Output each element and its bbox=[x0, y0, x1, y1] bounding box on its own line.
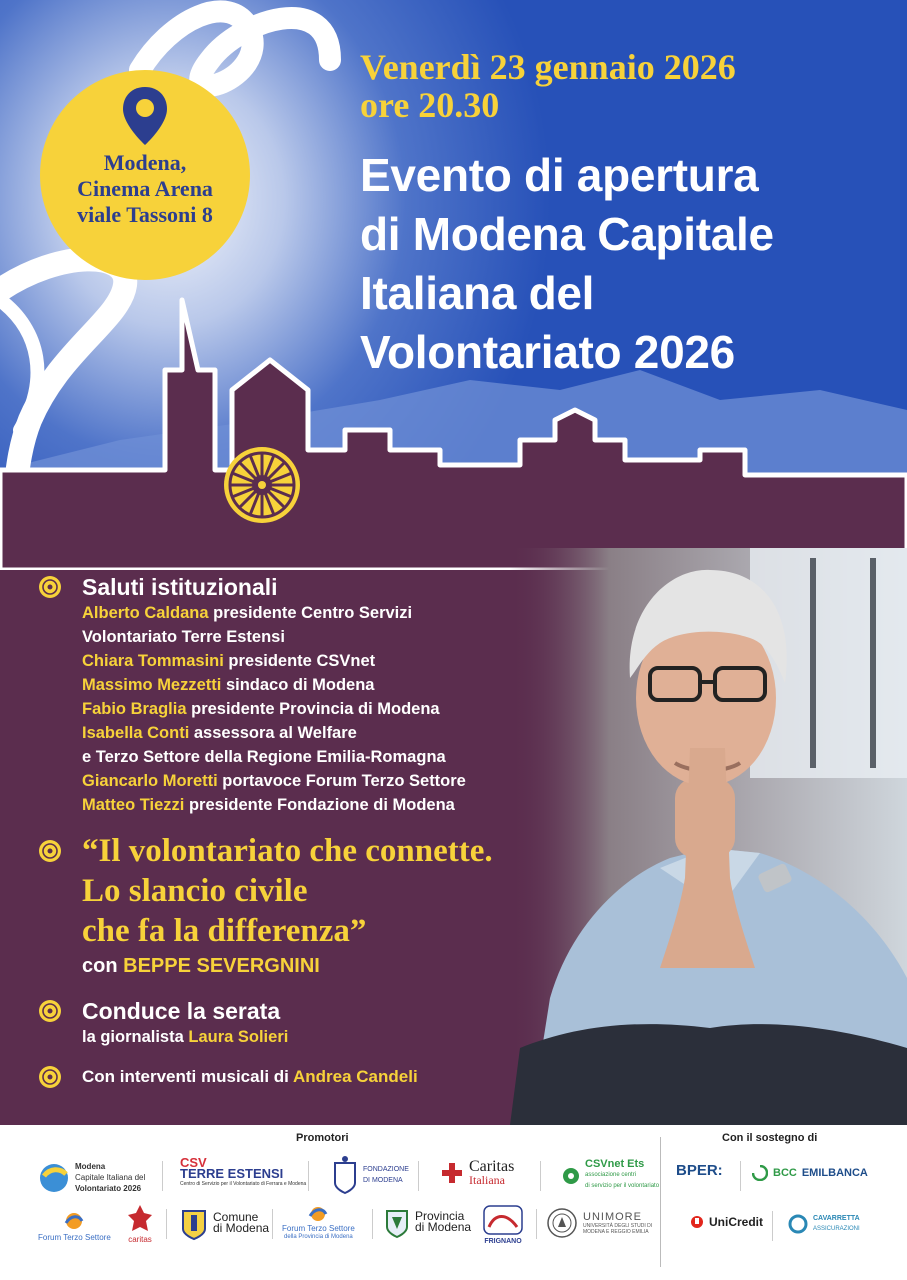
logo-text: TERRE ESTENSI bbox=[180, 1166, 284, 1181]
promoters-label: Promotori bbox=[296, 1132, 349, 1144]
speaker-role: e Terzo Settore della Regione Emilia-Romagna bbox=[82, 748, 446, 766]
title-line: di Modena Capitale bbox=[360, 208, 774, 260]
logo-text: Forum Terzo Settore bbox=[38, 1233, 111, 1242]
music-prefix: Con interventi musicali di bbox=[82, 1067, 293, 1086]
logo-separator bbox=[162, 1161, 163, 1191]
title-line: Volontariato 2026 bbox=[360, 326, 735, 378]
speaker-role: presidente CSVnet bbox=[223, 652, 376, 670]
logo-separator bbox=[372, 1209, 373, 1239]
logo-caritas-diocesana bbox=[126, 1203, 154, 1245]
logo-text: CAVARRETTA bbox=[813, 1215, 860, 1222]
talk-speaker-name: BEPPE SEVERGNINI bbox=[123, 955, 320, 977]
logo-forum-provinciale bbox=[282, 1205, 355, 1241]
logo-provincia-modena bbox=[384, 1205, 471, 1239]
event-title bbox=[360, 146, 774, 382]
speaker-name: Massimo Mezzetti bbox=[82, 676, 222, 694]
logo-text: FONDAZIONE bbox=[363, 1166, 409, 1173]
section-saluti bbox=[38, 573, 598, 817]
speaker-line bbox=[82, 649, 598, 673]
logo-csv-terre-estensi bbox=[180, 1157, 306, 1190]
logo-fondazione-modena bbox=[332, 1155, 409, 1195]
host-line bbox=[82, 1025, 598, 1049]
forum-logo-icon bbox=[63, 1211, 85, 1231]
logo-text: ASSICURAZIONI bbox=[813, 1226, 860, 1232]
cavarretta-logo-icon bbox=[788, 1214, 808, 1234]
logo-text: della Provincia di Modena bbox=[284, 1234, 353, 1240]
capitale-logo-icon bbox=[38, 1162, 70, 1194]
speaker-role: sindaco di Modena bbox=[221, 676, 375, 694]
speaker-role: Volontariato Terre Estensi bbox=[82, 628, 285, 646]
section-talk bbox=[38, 831, 598, 981]
rose-window bbox=[224, 447, 300, 523]
logo-bper bbox=[676, 1162, 723, 1179]
location-venue: Cinema Arena bbox=[77, 176, 213, 201]
logo-text: di Modena bbox=[213, 1221, 270, 1235]
section-title: Saluti istituzionali bbox=[82, 574, 278, 600]
logo-bcc-emilbanca bbox=[752, 1165, 868, 1181]
logo-text: Capitale Italiana del bbox=[75, 1173, 146, 1182]
speaker-role: presidente Provincia di Modena bbox=[186, 700, 440, 718]
logo-caritas-italiana bbox=[440, 1159, 514, 1186]
speaker-line bbox=[82, 673, 598, 697]
logo-unimore bbox=[546, 1207, 652, 1239]
location-city: Modena, bbox=[103, 150, 187, 175]
logo-text: Modena bbox=[75, 1162, 106, 1171]
rose-bullet-icon bbox=[38, 839, 62, 863]
talk-title bbox=[82, 831, 598, 951]
logo-unicredit bbox=[690, 1215, 763, 1229]
logo-text: BPER: bbox=[676, 1162, 723, 1179]
title-line: Italiana del bbox=[360, 267, 595, 319]
logo-text: UniCredit bbox=[709, 1214, 763, 1229]
speaker-name: Matteo Tiezzi bbox=[82, 796, 185, 814]
event-day: Venerdì 23 gennaio 2026 bbox=[360, 47, 736, 87]
unicredit-logo-icon bbox=[690, 1215, 704, 1229]
logo-separator bbox=[740, 1161, 741, 1191]
event-date bbox=[360, 48, 736, 124]
logo-text: CSV bbox=[180, 1155, 207, 1170]
logo-separator bbox=[308, 1161, 309, 1191]
caritas-diocesana-icon bbox=[126, 1203, 154, 1233]
speaker-line bbox=[82, 625, 598, 649]
frignano-logo-icon bbox=[483, 1205, 523, 1235]
logo-text: Provincia bbox=[415, 1209, 465, 1223]
logo-text: BCC bbox=[773, 1166, 797, 1179]
host-title: Conduce la serata bbox=[82, 998, 281, 1024]
logo-cavarretta bbox=[788, 1213, 860, 1235]
logo-text: associazione centri bbox=[585, 1172, 637, 1178]
footer-divider bbox=[660, 1137, 661, 1267]
location-badge bbox=[40, 70, 250, 280]
logo-text: MODENA E REGGIO EMILIA bbox=[583, 1228, 649, 1235]
section-host bbox=[38, 997, 598, 1049]
fondazione-crest-icon bbox=[332, 1155, 358, 1195]
map-pin-icon bbox=[120, 85, 170, 147]
logo-text: Italiana bbox=[469, 1173, 505, 1187]
section-music bbox=[38, 1065, 598, 1089]
logo-text: di Modena bbox=[415, 1220, 472, 1234]
speaker-name: Fabio Braglia bbox=[82, 700, 187, 718]
unimore-seal-icon bbox=[546, 1207, 578, 1239]
logo-separator bbox=[272, 1209, 273, 1239]
logo-text: Centro di Servizio per il Volontariato di Ferrara e Modena bbox=[180, 1181, 307, 1187]
logo-text: di servizio per il volontariato bbox=[585, 1183, 660, 1189]
speaker-role: presidente Centro Servizi bbox=[208, 604, 413, 622]
logo-capitale-volontariato bbox=[38, 1161, 145, 1194]
host-prefix: la giornalista bbox=[82, 1028, 189, 1046]
speaker-line bbox=[82, 721, 598, 745]
logo-text: Comune bbox=[213, 1210, 259, 1224]
logo-separator bbox=[166, 1209, 167, 1239]
logo-text: CSVnet Ets bbox=[585, 1158, 645, 1170]
logo-separator bbox=[418, 1161, 419, 1191]
rose-bullet-icon bbox=[38, 575, 62, 599]
talk-speaker-prefix: con bbox=[82, 955, 124, 977]
logo-comune-modena bbox=[180, 1205, 269, 1241]
logo-text: UNIMORE bbox=[583, 1210, 642, 1223]
speaker-name: Chiara Tommasini bbox=[82, 652, 224, 670]
forum-prov-logo-icon bbox=[307, 1205, 329, 1223]
logo-separator bbox=[536, 1209, 537, 1239]
quote-line: Lo slancio civile bbox=[82, 873, 308, 909]
logo-csvnet bbox=[562, 1159, 659, 1192]
logo-text: caritas bbox=[128, 1235, 152, 1244]
speaker-role: assessora al Welfare bbox=[189, 724, 357, 742]
logo-text: EMILBANCA bbox=[801, 1166, 868, 1179]
talk-speaker bbox=[82, 951, 598, 981]
speaker-line bbox=[82, 697, 598, 721]
csvnet-icon bbox=[562, 1167, 580, 1185]
speaker-name: Alberto Caldana bbox=[82, 604, 209, 622]
event-time: ore 20.30 bbox=[360, 85, 500, 125]
bcc-logo-icon bbox=[752, 1165, 768, 1181]
speaker-line bbox=[82, 601, 598, 625]
location-address: viale Tassoni 8 bbox=[77, 202, 213, 227]
program-list bbox=[38, 573, 598, 1089]
speaker-line bbox=[82, 793, 598, 817]
logo-text: DI MODENA bbox=[363, 1177, 403, 1184]
rose-bullet-icon bbox=[38, 1065, 62, 1089]
logo-text: FRIGNANO bbox=[484, 1238, 522, 1245]
quote-line: che fa la differenza” bbox=[82, 913, 367, 949]
comune-crest-icon bbox=[180, 1205, 208, 1241]
music-line bbox=[82, 1065, 598, 1089]
logo-frignano bbox=[483, 1205, 523, 1247]
logo-text: Caritas bbox=[469, 1158, 515, 1175]
speaker-line bbox=[82, 745, 598, 769]
location-text bbox=[40, 150, 250, 228]
host-name: Laura Solieri bbox=[188, 1028, 289, 1046]
provincia-crest-icon bbox=[384, 1205, 410, 1239]
logo-separator bbox=[772, 1211, 773, 1241]
rose-bullet-icon bbox=[38, 999, 62, 1023]
logo-text: Forum Terzo Settore bbox=[282, 1224, 355, 1233]
speaker-role: presidente Fondazione di Modena bbox=[184, 796, 455, 814]
logo-text: UNIVERSITÀ DEGLI STUDI DI bbox=[583, 1222, 653, 1229]
logo-text: Volontariato 2026 bbox=[75, 1184, 142, 1193]
logo-separator bbox=[540, 1161, 541, 1191]
sponsors-label: Con il sostegno di bbox=[722, 1132, 818, 1144]
music-name: Andrea Candeli bbox=[292, 1067, 418, 1086]
logo-footer bbox=[0, 1125, 907, 1280]
speaker-role: portavoce Forum Terzo Settore bbox=[217, 772, 466, 790]
speaker-name: Giancarlo Moretti bbox=[82, 772, 218, 790]
quote-line: “Il volontariato che connette. bbox=[82, 833, 493, 869]
logo-forum-terzo-settore bbox=[38, 1211, 111, 1243]
speaker-name: Isabella Conti bbox=[82, 724, 190, 742]
caritas-cross-icon bbox=[440, 1161, 464, 1185]
title-line: Evento di apertura bbox=[360, 149, 759, 201]
speaker-line bbox=[82, 769, 598, 793]
